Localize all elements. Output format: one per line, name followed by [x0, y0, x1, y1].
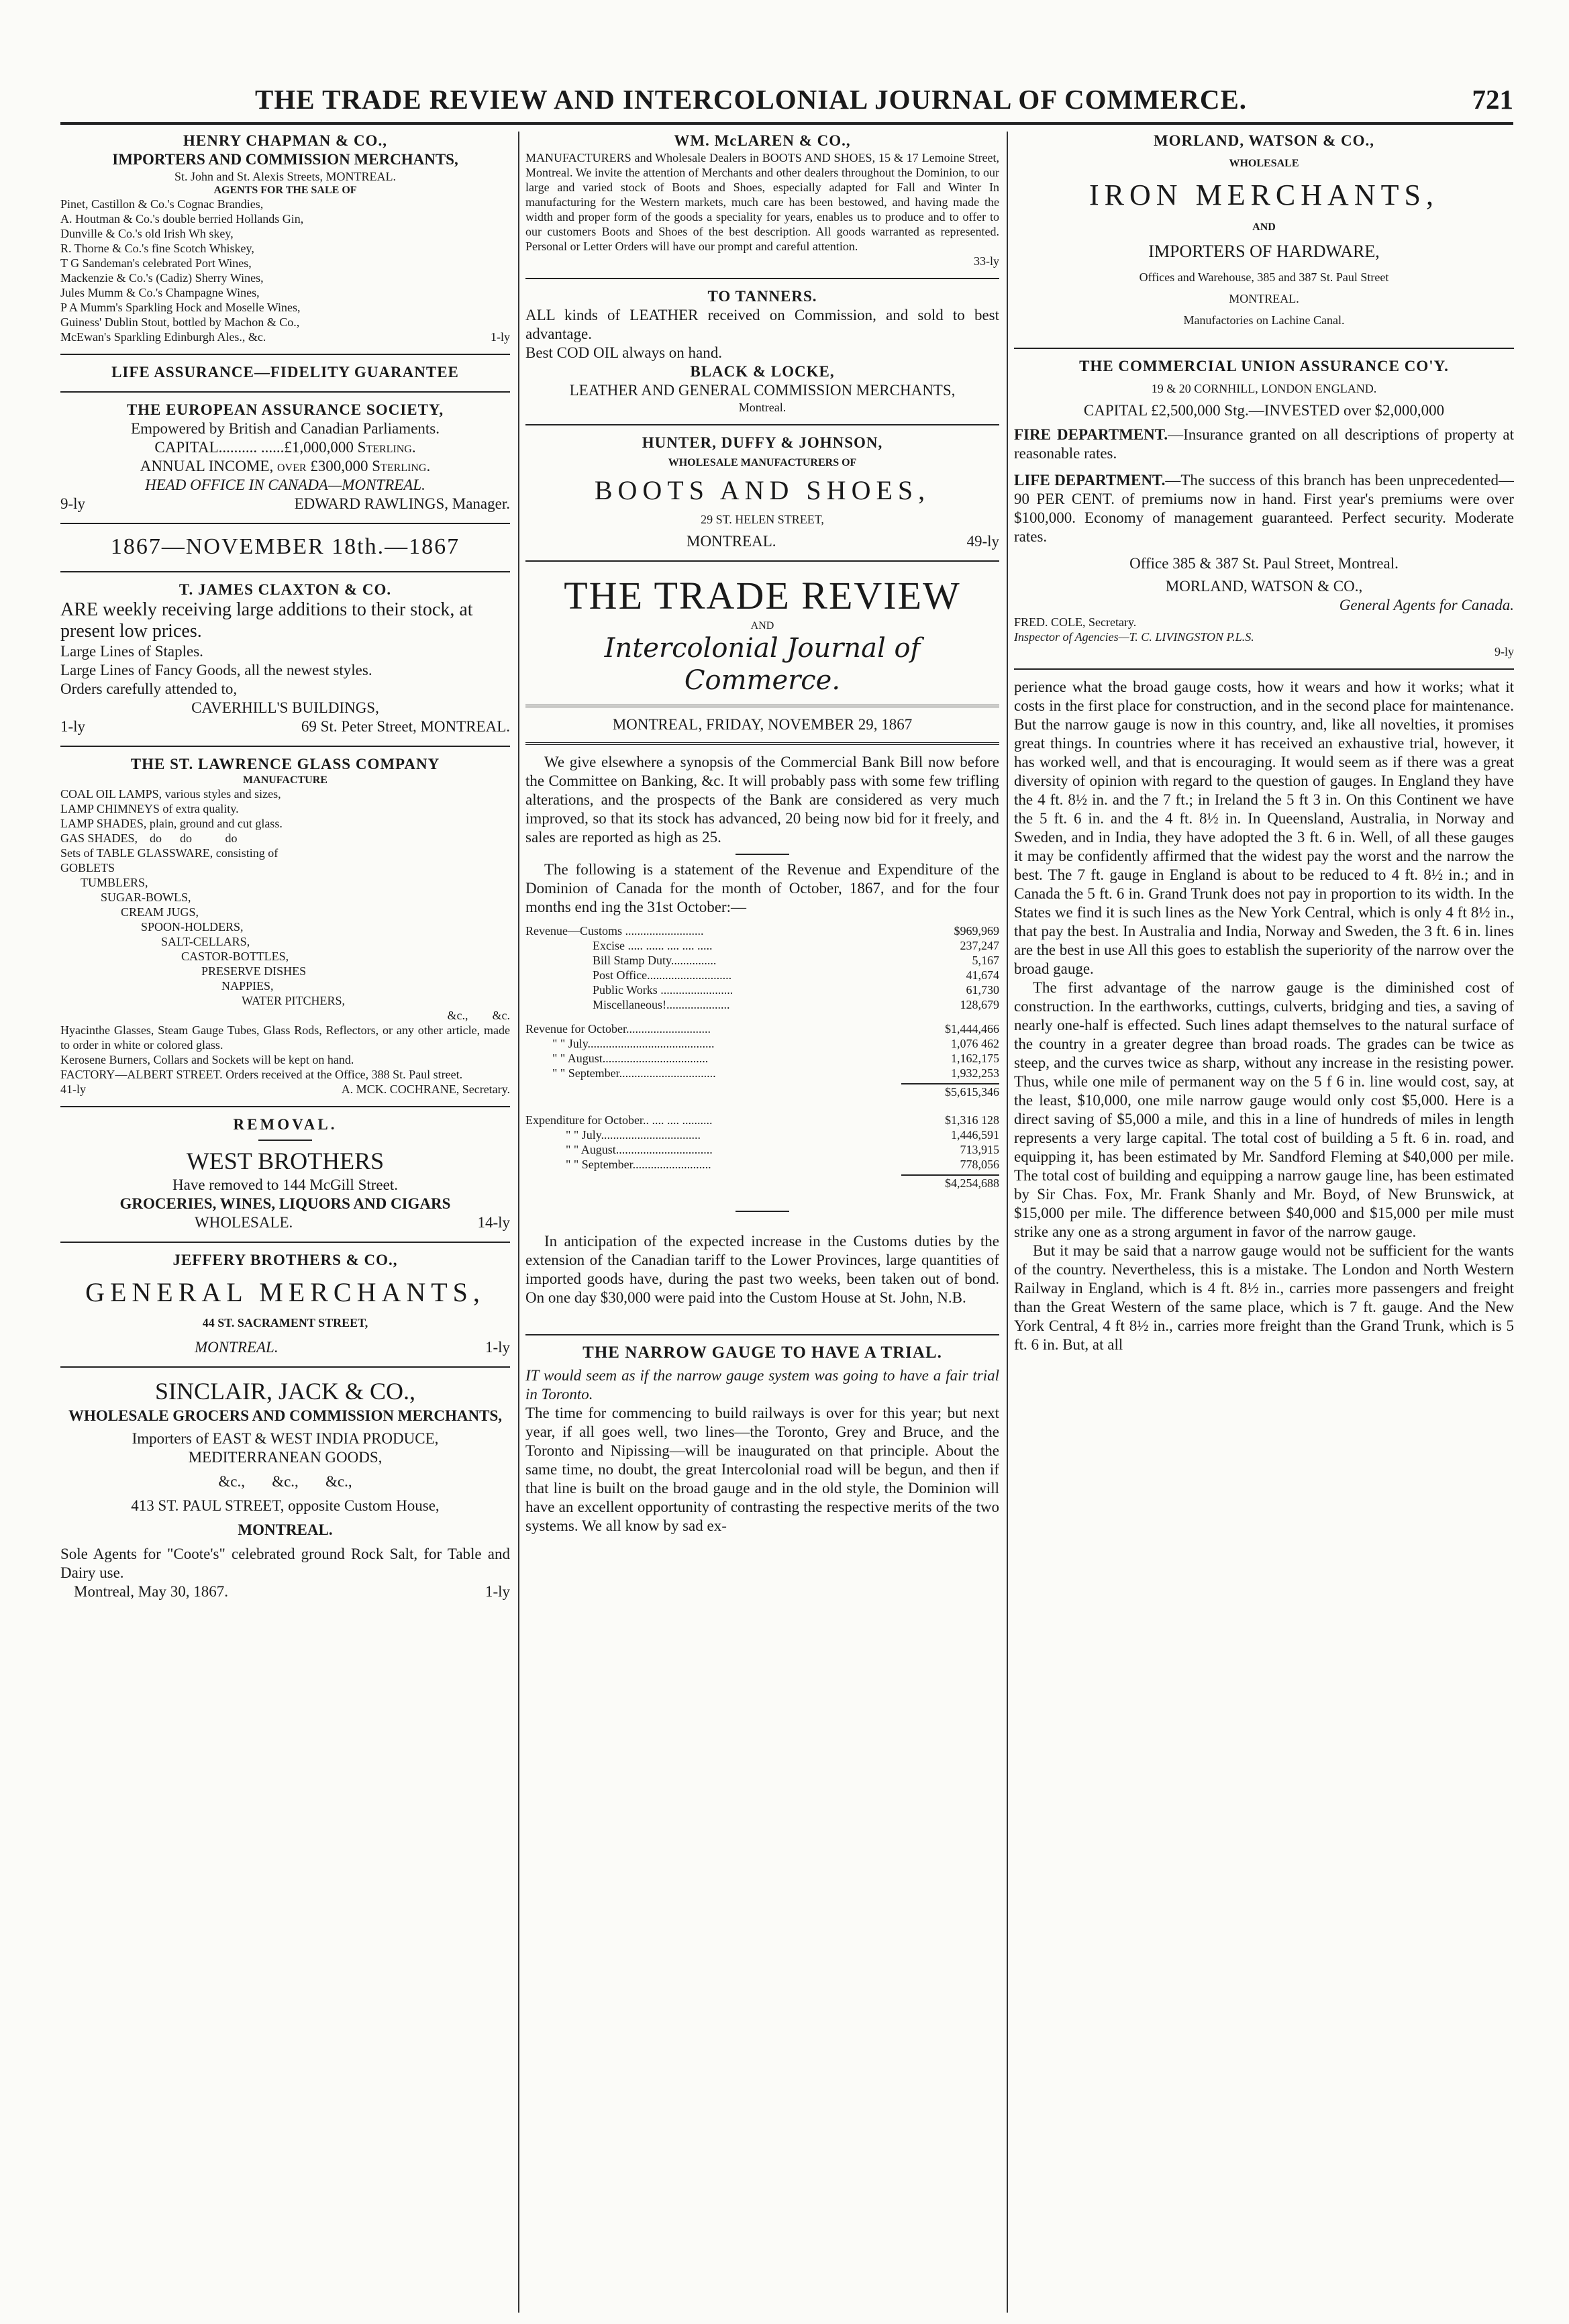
table-label: Expenditure for October.. .... .... .......... [525, 1113, 713, 1127]
ad-manager: EDWARD RAWLINGS, Manager. [294, 495, 510, 512]
ad-item: Pinet, Castillon & Co.'s Cognac Brandies, [60, 197, 264, 211]
ad-ref: 9-ly [1495, 645, 1514, 658]
ad-text: Have removed to 144 McGill Street. [172, 1176, 398, 1193]
table-total: $4,254,688 [901, 1174, 999, 1191]
table-value: $1,316 128 [945, 1113, 999, 1127]
ad-subtitle: WHOLESALE MANUFACTURERS OF [668, 457, 857, 468]
ad-item: GAS SHADES, do do do [60, 831, 238, 845]
ad-city: MONTREAL. [687, 533, 776, 550]
ad-cascade-item: GOBLETS [60, 861, 115, 874]
article-paragraph: But it may be said that a narrow gauge would not be sufficient for the wants of the country. Nevertheless, this is a mistake. The London and North Western Railway in England, which is 4 ft. 8½ in., carries more passengers and freight than the Great Western of the same place, which is 7 ft. gauge. And the New York Central, 4 ft 8½ in., carries more freight than the Grand Trunk, which is 5 ft. 6 in. But, at all [1014, 1242, 1514, 1353]
ad-text: Importers of EAST & WEST INDIA PRODUCE, [132, 1430, 439, 1447]
ad-item: LAMP CHIMNEYS of extra quality. [60, 802, 239, 815]
table-value: 1,932,253 [951, 1066, 999, 1080]
ad-title: WEST BROTHERS [186, 1148, 385, 1174]
table-label: " " August................................ [566, 1143, 713, 1156]
ad-title: HENRY CHAPMAN & CO., [183, 132, 387, 149]
ad-text: Sole Agents for "Coote's" celebrated ground Rock Salt, for Table and Dairy use. [60, 1546, 510, 1581]
column-2 [525, 132, 999, 2313]
article-paragraph: The first advantage of the narrow gauge is the diminished cost of construction. In the earthworks, cuttings, culverts, bridging and ties, a saving of nearly one-half is effected. Such lines adapt themselves to the natural surface of the country in a greater degree than broad roads. The grades can be twice as steep, and the curves twice as sharp, without any increase in the resisting power. Thus, while one mile of permanent way on the 5 f 6 in. line would cost, say, at the least, $10,000, one mile narrow gauge would only cost $5,000. Here is a direct saving of $5,000 a mile, and this in a line of hundreds of miles in length represents a very large capital. The total cost of building a 5 ft. 6 in. road, and equipping it, has been estimated by Mr. Sandford Fleming at $40,000 per mile. The total cost of building and equipping a narrow gauge line, has been estimated by Sir Chas. Fox, Mr. Frank Shanly and Mr. Boyd, of New Brunswick, at $15,000 per mile. The difference between $40,000 and $15,000 per mile must strike any one as a strong argument in favor of the narrow gauge. [1014, 979, 1514, 1240]
ad-item: Guiness' Dublin Stout, bottled by Machon & Co., [60, 315, 300, 329]
table-value: 41,674 [966, 968, 999, 982]
table-label: Miscellaneous!..................... [593, 998, 730, 1011]
ad-ref: 1-ly [491, 330, 510, 344]
article-paragraph: The following is a statement of the Revenue and Expenditure of the Dominion of Canada for the month of October, 1867, and for the four months end ing the 31st October:— [525, 861, 999, 915]
ad-morland-watson [1014, 132, 1514, 327]
ad-subtitle: MANUFACTURE [243, 774, 327, 786]
table-value: 713,915 [960, 1143, 999, 1156]
ad-item: Jules Mumm & Co.'s Champagne Wines, [60, 286, 260, 299]
ad-item: A. Houtman & Co.'s double berried Hollands Gin, [60, 212, 304, 225]
ad-text: —The success of this branch has been unprecedented—90 PER CENT. of premiums now in hand. First year's premiums were over $100,000. Economy of management guaranteed. Perfect security. Moderate rates. [1014, 472, 1514, 545]
ad-secretary: A. MCK. COCHRANE, Secretary. [341, 1082, 510, 1096]
ad-subtitle: WHOLESALE [1229, 158, 1299, 169]
ad-mclaren [525, 132, 999, 268]
table-value: 237,247 [960, 939, 999, 952]
ad-jeffery-brothers [60, 1251, 510, 1357]
ad-line: Orders carefully attended to, [60, 680, 238, 697]
ad-item: McEwan's Sparkling Edinburgh Ales., &c. [60, 330, 266, 344]
ad-text: Hyacinthe Glasses, Steam Gauge Tubes, Glass Rods, Reflectors, or any other article, made to order in white or colored glass. [60, 1023, 510, 1052]
ad-text: Empowered by British and Canadian Parliaments. [131, 420, 440, 437]
ad-date: Montreal, May 30, 1867. [74, 1583, 228, 1600]
table-label: " " September.......................... [566, 1158, 711, 1171]
table-label: " " August................................... [552, 1052, 709, 1065]
ad-cascade-item: SPOON-HOLDERS, [141, 920, 244, 933]
ad-fire-heading: FIRE DEPARTMENT. [1014, 426, 1168, 443]
table-value: 1,076 462 [951, 1037, 999, 1050]
ad-cascade-item: PRESERVE DISHES [201, 964, 307, 978]
ad-title: JEFFERY BROTHERS & CO., [172, 1252, 398, 1268]
table-value: 1,162,175 [951, 1052, 999, 1065]
ad-life-heading: LIFE DEPARTMENT. [1014, 472, 1166, 489]
ad-cascade-item: SALT-CELLARS, [161, 935, 250, 948]
ad-cascade-item: NAPPIES, [221, 979, 274, 993]
ad-item: R. Thorne & Co.'s fine Scotch Whiskey, [60, 242, 254, 255]
article-paragraph: perience what the broad gauge costs, how it wears and how it works; what it costs in the first place for construction, and in the second place for maintenance. But the narrow gauge is now in this country, and, like all novelties, it promises great things. In countries where it has received an exhaustive trial, however, it has worked well, and that is encouraging. It would seem as if there was a great diversity of opinion with regard to the question of gauges. In England they have the 4 ft. 8½ in. and the 7 ft.; in Ireland the 5 ft 3 in. On this Continent we have the 5 ft. 6 in. and the 4 ft. 8½ in. In Queensland, Australia, in Norway and Sweden, and in India, they have adopted the 3 ft. 6 in. Well, of all these gauges it may be confidently affirmed that the widest pay the worst and the narrow the best. The 7 ft. gauge in England is about to be reduced to 4 ft. 8½ in.; and in Canada the 5 ft. 6 in. Grand Trunk does not pay in proportion to its width. In the States we find it is such lines as the New York Central, which is only 4 ft 8½ in., that pay the best. In Australia and India, Norway and Sweden, the 3 ft. 6 in. lines are the best in use All this goes to establish the superiority of the narrow over the broad gauge. [1014, 678, 1514, 977]
ad-general-agents: General Agents for Canada. [1339, 597, 1514, 613]
revenue-table [525, 923, 999, 1191]
ad-ref: 1-ly [485, 1583, 510, 1600]
ad-secretary: FRED. COLE, Secretary. [1014, 615, 1137, 629]
ad-text: MEDITERRANEAN GOODS, [188, 1449, 383, 1466]
ad-heading: TO TANNERS. [707, 288, 817, 305]
column-divider [518, 132, 519, 2313]
ad-text: ARE weekly receiving large additions to their stock, at present low prices. [60, 599, 473, 642]
ad-agents: MORLAND, WATSON & CO., [1165, 578, 1363, 595]
ad-ref: 33-ly [974, 254, 999, 268]
ad-big-title: IRON MERCHANTS, [1089, 179, 1439, 211]
ad-line: Large Lines of Fancy Goods, all the newest styles. [60, 662, 372, 678]
article-heading: THE NARROW GAUGE TO HAVE A TRIAL. [583, 1344, 942, 1362]
page-header [60, 75, 1513, 125]
table-label: Revenue for October............................ [525, 1022, 711, 1035]
ad-text: Best COD OIL always on hand. [525, 344, 722, 361]
ad-text: Kerosene Burners, Collars and Sockets will be kept on hand. [60, 1053, 354, 1066]
ad-street: 413 ST. PAUL STREET, opposite Custom House, [131, 1497, 440, 1514]
masthead-subtitle: Intercolonial Journal of Commerce. [604, 633, 921, 696]
ad-city: Montreal. [738, 401, 787, 414]
ad-sinclair-jack [60, 1376, 510, 1601]
ad-european-assurance [60, 363, 510, 513]
ad-date-line: 1867—NOVEMBER 18th.—1867 [110, 534, 460, 559]
article-paragraph: In anticipation of the expected increase in the Customs duties by the extension of the Canadian tariff to the Lower Provinces, large quantities of imported goods have, during the past two weeks, been taken out of bond. On one day $30,000 were paid into the Custom House at St. John, N.B. [525, 1233, 999, 1306]
ad-and: AND [1252, 221, 1276, 233]
ad-item: Mackenzie & Co.'s (Cadiz) Sherry Wines, [60, 271, 264, 285]
ad-claxton [60, 532, 510, 736]
ad-ref: 9-ly [60, 495, 86, 512]
ad-item: T G Sandeman's celebrated Port Wines, [60, 256, 252, 270]
ad-cascade-item: CREAM JUGS, [121, 905, 199, 919]
ad-address: 19 & 20 CORNHILL, LONDON ENGLAND. [1151, 382, 1377, 395]
ad-capital: CAPITAL £2,500,000 Stg.—INVESTED over $2,000,000 [1083, 402, 1445, 419]
ad-offices: Offices and Warehouse, 385 and 387 St. Paul Street [1139, 270, 1389, 284]
table-value: 778,056 [960, 1158, 999, 1171]
ad-ref: 1-ly [485, 1339, 510, 1356]
ad-title: THE ST. LAWRENCE GLASS COMPANY [130, 756, 440, 772]
table-value: $969,969 [954, 924, 999, 938]
ad-buildings: CAVERHILL'S BUILDINGS, [191, 699, 379, 716]
table-label: " " July.......................................... [552, 1037, 715, 1050]
ad-ref: 1-ly [60, 718, 86, 735]
ad-heading: LIFE ASSURANCE—FIDELITY GUARANTEE [111, 364, 459, 381]
table-value: 128,679 [960, 998, 999, 1011]
ad-subtitle: LEATHER AND GENERAL COMMISSION MERCHANTS, [569, 382, 956, 399]
ad-capital: CAPITAL.......... ......£1,000,000 Sterling. [154, 439, 416, 456]
ad-ref: 14-ly [477, 1214, 510, 1231]
table-label: " " July................................. [566, 1128, 701, 1142]
ad-subtitle: WHOLESALE GROCERS AND COMMISSION MERCHANTS, [68, 1407, 502, 1424]
page-number: 721 [1472, 84, 1513, 115]
ad-item: P A Mumm's Sparkling Hock and Moselle Wines, [60, 301, 301, 314]
ad-title: THE EUROPEAN ASSURANCE SOCIETY, [126, 401, 444, 418]
ad-subtitle: IMPORTERS OF HARDWARE, [1148, 242, 1380, 261]
column-divider [1007, 132, 1008, 2313]
ad-factory: FACTORY—ALBERT STREET. Orders received at the Office, 388 St. Paul street. [60, 1068, 463, 1081]
masthead [525, 572, 999, 745]
ad-goods: GROCERIES, WINES, LIQUORS AND CIGARS [119, 1195, 451, 1212]
ad-city: MONTREAL. [238, 1521, 333, 1538]
ad-item: Dunville & Co.'s old Irish Wh skey, [60, 227, 234, 240]
ad-west-brothers [60, 1115, 510, 1232]
ad-address: St. John and St. Alexis Streets, MONTREAL. [174, 170, 396, 183]
table-label: Excise ..... ...... .... .... ..... [593, 939, 713, 952]
ad-ref: 49-ly [966, 533, 999, 550]
ad-agents-heading: AGENTS FOR THE SALE OF [213, 185, 357, 196]
ad-income: ANNUAL INCOME, over £300,000 Sterling. [140, 458, 431, 474]
ad-cascade-item: TUMBLERS, [81, 876, 148, 889]
table-label: Bill Stamp Duty............... [593, 954, 717, 967]
ad-text: &c., &c., &c., [218, 1473, 352, 1490]
table-value: $1,444,466 [945, 1022, 999, 1035]
ad-office: Office 385 & 387 St. Paul Street, Montreal. [1129, 555, 1399, 572]
table-label: Revenue—Customs .......................... [525, 924, 704, 938]
ad-subtitle: IMPORTERS AND COMMISSION MERCHANTS, [112, 151, 458, 168]
ad-cascade-item: WATER PITCHERS, [242, 994, 346, 1007]
ad-inspector: Inspector of Agencies—T. C. LIVINGSTON P.L.S. [1014, 630, 1254, 644]
ad-item: LAMP SHADES, plain, ground and cut glass. [60, 817, 283, 830]
ad-item: Sets of TABLE GLASSWARE, consisting of [60, 846, 279, 860]
ad-to-tanners [525, 287, 999, 415]
ad-title: T. JAMES CLAXTON & CO. [179, 581, 392, 598]
ad-title: THE COMMERCIAL UNION ASSURANCE CO'Y. [1079, 358, 1449, 374]
ad-street: 44 ST. SACRAMENT STREET, [202, 1316, 368, 1329]
ad-henry-chapman [60, 132, 510, 344]
ad-text: ALL kinds of LEATHER received on Commission, and sold to best advantage. [525, 307, 999, 342]
ad-item: COAL OIL LAMPS, various styles and sizes, [60, 787, 281, 801]
ad-text: MANUFACTURERS and Wholesale Dealers in BOOTS AND SHOES, 15 & 17 Lemoine Street, Montreal. We invite the attention of Merchants and other dealers throughout the Dominion, to our large and varied stock of Boots and Shoes, especially adapted for Fall and Winter In manufacturing for the Western markets, much care has been bestowed, and having made the width and proper form of the goods a speciality for years, enables us to produce and to offer to our customers Boots and Shoes of the best description. All goods warranted as represented. Personal or Letter Orders will have our prompt and careful attention. [525, 151, 999, 253]
masthead-title: THE TRADE REVIEW [564, 574, 961, 617]
ad-big-title: BOOTS AND SHOES, [594, 475, 931, 505]
table-value: 5,167 [972, 954, 999, 967]
ad-firm: BLACK & LOCKE, [690, 363, 835, 380]
ad-heading: REMOVAL. [233, 1116, 338, 1133]
ad-street: 69 St. Peter Street, MONTREAL. [301, 718, 510, 735]
ad-cascade-item: &c., &c. [447, 1009, 510, 1022]
dateline: MONTREAL, FRIDAY, NOVEMBER 29, 1867 [612, 716, 913, 733]
ad-title: SINCLAIR, JACK & CO., [154, 1378, 416, 1405]
ad-text: —Insurance granted on all descriptions of property at reasonable rates. [1014, 426, 1514, 462]
table-value: 61,730 [966, 983, 999, 997]
table-label: Public Works ........................ [593, 983, 733, 997]
ad-cascade-item: SUGAR-BOWLS, [101, 891, 191, 904]
column-3 [1014, 132, 1514, 2313]
ad-title: WM. McLAREN & CO., [674, 132, 851, 149]
table-total: $5,615,346 [901, 1083, 999, 1099]
column-1 [60, 132, 510, 2313]
ad-ref: 41-ly [60, 1082, 86, 1096]
ad-st-lawrence-glass [60, 755, 510, 1097]
ad-title: HUNTER, DUFFY & JOHNSON, [642, 434, 883, 451]
table-label: Post Office............................ [593, 968, 732, 982]
ad-cascade-item: CASTOR-BOTTLES, [181, 950, 289, 963]
ad-title: MORLAND, WATSON & CO., [1153, 132, 1375, 149]
ad-wholesale: WHOLESALE. [195, 1214, 293, 1231]
ad-big-title: GENERAL MERCHANTS, [85, 1277, 485, 1307]
masthead-and: AND [750, 620, 774, 631]
article-paragraph: We give elsewhere a synopsis of the Commercial Bank Bill now before the Committee on Banking, &c. It will probably pass with some few trifling alterations, and the prospects of the Bank are considered as very much improved, so that its stock has advanced, 20 being now bid for it freely, and sales are reported as high as 25. [525, 754, 999, 846]
ad-line: Large Lines of Staples. [60, 643, 203, 660]
article-intro: IT would seem as if the narrow gauge system was going to have a fair trial in Toronto. [525, 1367, 999, 1403]
ad-commercial-union [1014, 357, 1514, 659]
ad-city: MONTREAL. [195, 1339, 279, 1356]
table-value: 1,446,591 [951, 1128, 999, 1142]
table-label: " " September................................ [552, 1066, 716, 1080]
journal-title: THE TRADE REVIEW AND INTERCOLONIAL JOURNAL OF COMMERCE. [255, 84, 1248, 115]
ad-street: 29 ST. HELEN STREET, [701, 513, 824, 526]
ad-office: HEAD OFFICE IN CANADA—MONTREAL. [145, 476, 425, 493]
ad-text: Manufactories on Lachine Canal. [1183, 313, 1345, 327]
ad-hunter-duffy [525, 434, 999, 551]
article-paragraph: The time for commencing to build railways is over for this year; but next year, if all goes well, two lines—the Toronto, Grey and Bruce, and the Toronto and Nipissing—will be inaugurated on that principle. About the same time, no doubt, the great Intercolonial road will be begun, and then if that line is built on the broad gauge and in the old style, the Dominion will have an excellent opportunity of contrasting the respective merits of the two systems. We all know by sad ex- [525, 1405, 999, 1534]
ad-city: MONTREAL. [1229, 292, 1299, 305]
